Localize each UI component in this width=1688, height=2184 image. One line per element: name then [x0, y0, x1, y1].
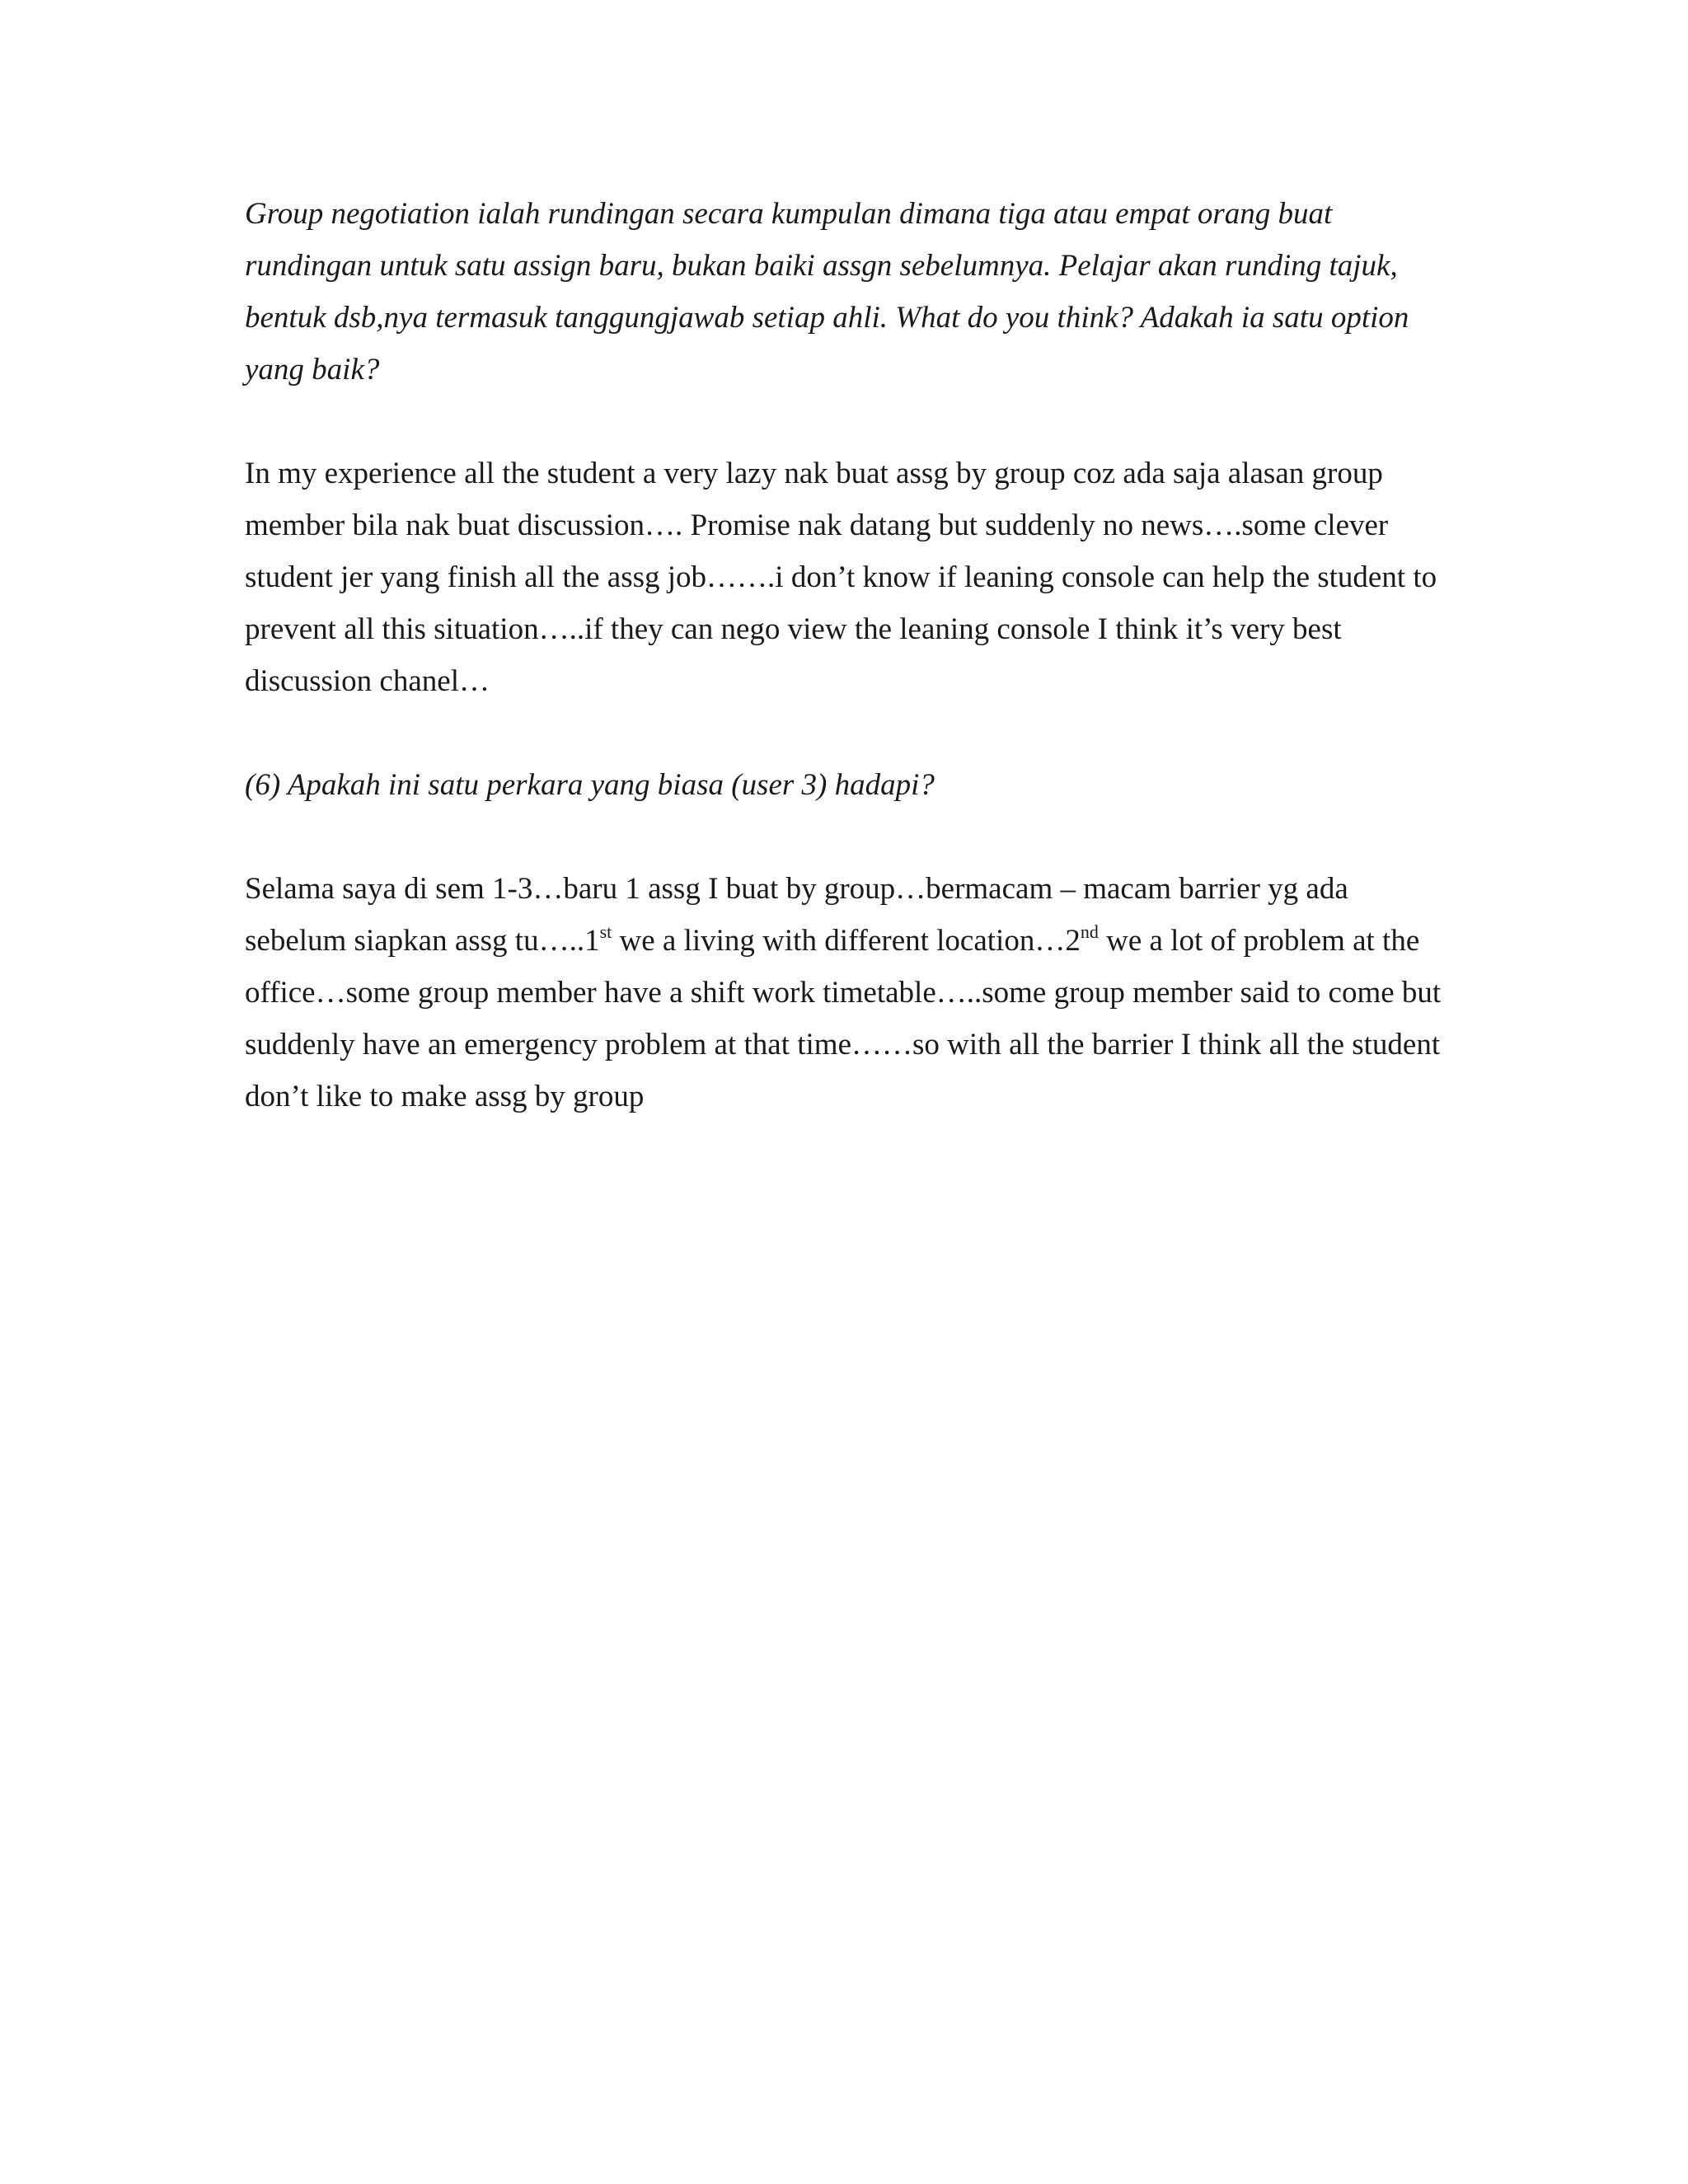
- document-body: [245, 188, 1448, 1174]
- text-run: we a living with different location…2: [612, 924, 1081, 958]
- text-line: (6) Apakah ini satu perkara yang biasa (user 3) hadapi?: [245, 768, 935, 802]
- text-line: discussion chanel…: [245, 664, 490, 698]
- text-line: Group negotiation ialah rundingan secara kumpulan dimana tiga atau empat orang buat: [245, 197, 1333, 231]
- text-line: rundingan untuk satu assign baru, bukan baiki assgn sebelumnya. Pelajar akan runding tajuk,: [245, 249, 1398, 283]
- text-line: member bila nak buat discussion…. Promise nak datang but suddenly no news….some clever: [245, 509, 1389, 542]
- text-line: don’t like to make assg by group: [245, 1080, 645, 1113]
- ordinal-superscript: st: [599, 921, 612, 942]
- ordinal-superscript: nd: [1080, 921, 1099, 942]
- text-run: we a lot of problem at the: [1098, 924, 1420, 958]
- text-run: sebelum siapkan assg tu…..1: [245, 924, 600, 958]
- text-line: bentuk dsb,nya termasuk tanggungjawab setiap ahli. What do you think? Adakah ia satu option: [245, 301, 1409, 335]
- text-line: student jer yang finish all the assg job…….i don’t know if leaning console can help the student to: [245, 560, 1437, 594]
- text-line: Selama saya di sem 1-3…baru 1 assg I buat by group…bermacam – macam barrier yg ada: [245, 872, 1348, 906]
- question-paragraph-1: [245, 188, 1448, 396]
- answer-paragraph-2: [245, 863, 1448, 1122]
- text-line: yang baik?: [245, 353, 380, 387]
- text-line: prevent all this situation…..if they can nego view the leaning console I think it’s very best: [245, 612, 1342, 646]
- text-line: office…some group member have a shift work timetable…..some group member said to come but: [245, 976, 1442, 1010]
- question-paragraph-2: [245, 759, 1448, 811]
- text-line: In my experience all the student a very lazy nak buat assg by group coz ada saja alasan group: [245, 457, 1383, 490]
- text-line: suddenly have an emergency problem at that time……so with all the barrier I think all the student: [245, 1028, 1441, 1062]
- text-line: [245, 915, 1448, 967]
- answer-paragraph-1: [245, 448, 1448, 707]
